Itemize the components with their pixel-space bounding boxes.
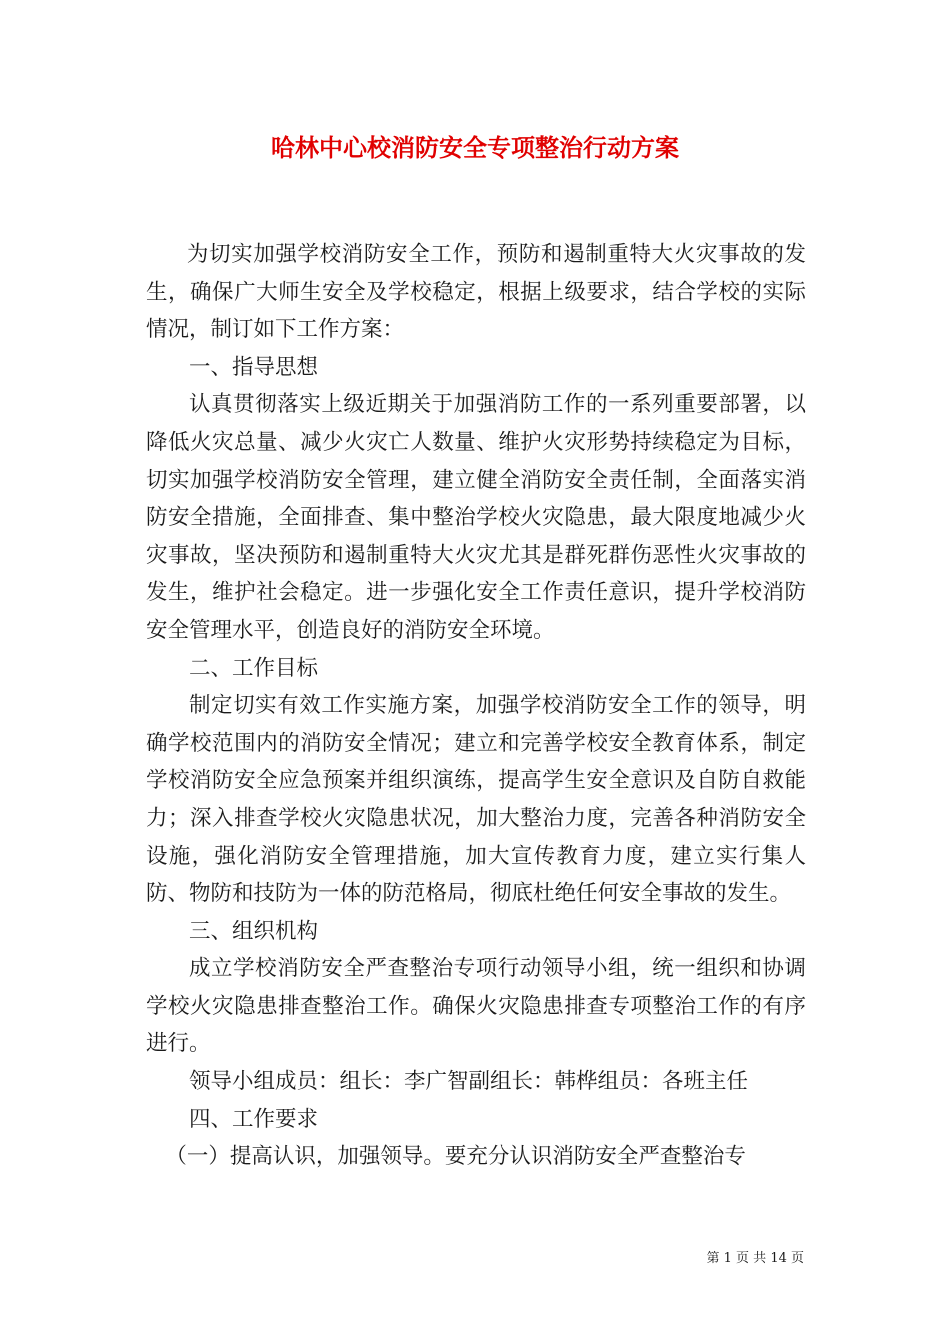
page-number-footer: 第 1 页 共 14 页 — [706, 1251, 804, 1266]
section-heading-organization: 三、组织机构 — [189, 918, 319, 944]
paragraph-work-goals: 制定切实有效工作实施方案，加强学校消防安全工作的领导，明确学校范围内的消防安全情况；建立和完善学校安全教育体系，制定学校消防安全应急预案并组织演练，提高学生安全意识及自防自救能力；深入排查学校火灾隐患状况，加大整治力度，完善各种消防安全设施，强化消防安全管理措施，加大宣传教育力度，建立实行集人防、物防和技防为一体的防范格局，彻底杜绝任何安全事故的发生。 — [146, 693, 806, 907]
paragraph-leadership-members: 领导小组成员：组长：李广智副组长：韩桦组员：各班主任 — [189, 1069, 749, 1095]
paragraph-intro: 为切实加强学校消防安全工作，预防和遏制重特大火灾事故的发生，确保广大师生安全及学校稳定，根据上级要求，结合学校的实际情况，制订如下工作方案： — [146, 242, 806, 343]
document-title: 哈林中心校消防安全专项整治行动方案 — [271, 133, 679, 162]
paragraph-requirement-1: （一）提高认识，加强领导。要充分认识消防安全严查整治专 — [165, 1144, 746, 1170]
section-heading-work-requirements: 四、工作要求 — [189, 1106, 319, 1132]
section-heading-guiding-ideology: 一、指导思想 — [189, 354, 319, 380]
paragraph-guiding-ideology: 认真贯彻落实上级近期关于加强消防工作的一系列重要部署，以降低火灾总量、减少火灾亡人数量、维护火灾形势持续稳定为目标，切实加强学校消防安全管理，建立健全消防安全责任制，全面落实消防安全措施，全面排查、集中整治学校火灾隐患，最大限度地减少火灾事故，坚决预防和遏制重特大火灾尤其是群死群伤恶性火灾事故的发生，维护社会稳定。进一步强化安全工作责任意识，提升学校消防安全管理水平，创造良好的消防安全环境。 — [146, 392, 806, 643]
document-body — [146, 236, 806, 1176]
section-heading-work-goals: 二、工作目标 — [189, 655, 319, 681]
paragraph-organization: 成立学校消防安全严查整治专项行动领导小组，统一组织和协调学校火灾隐患排查整治工作。确保火灾隐患排查专项整治工作的有序进行。 — [146, 956, 806, 1057]
